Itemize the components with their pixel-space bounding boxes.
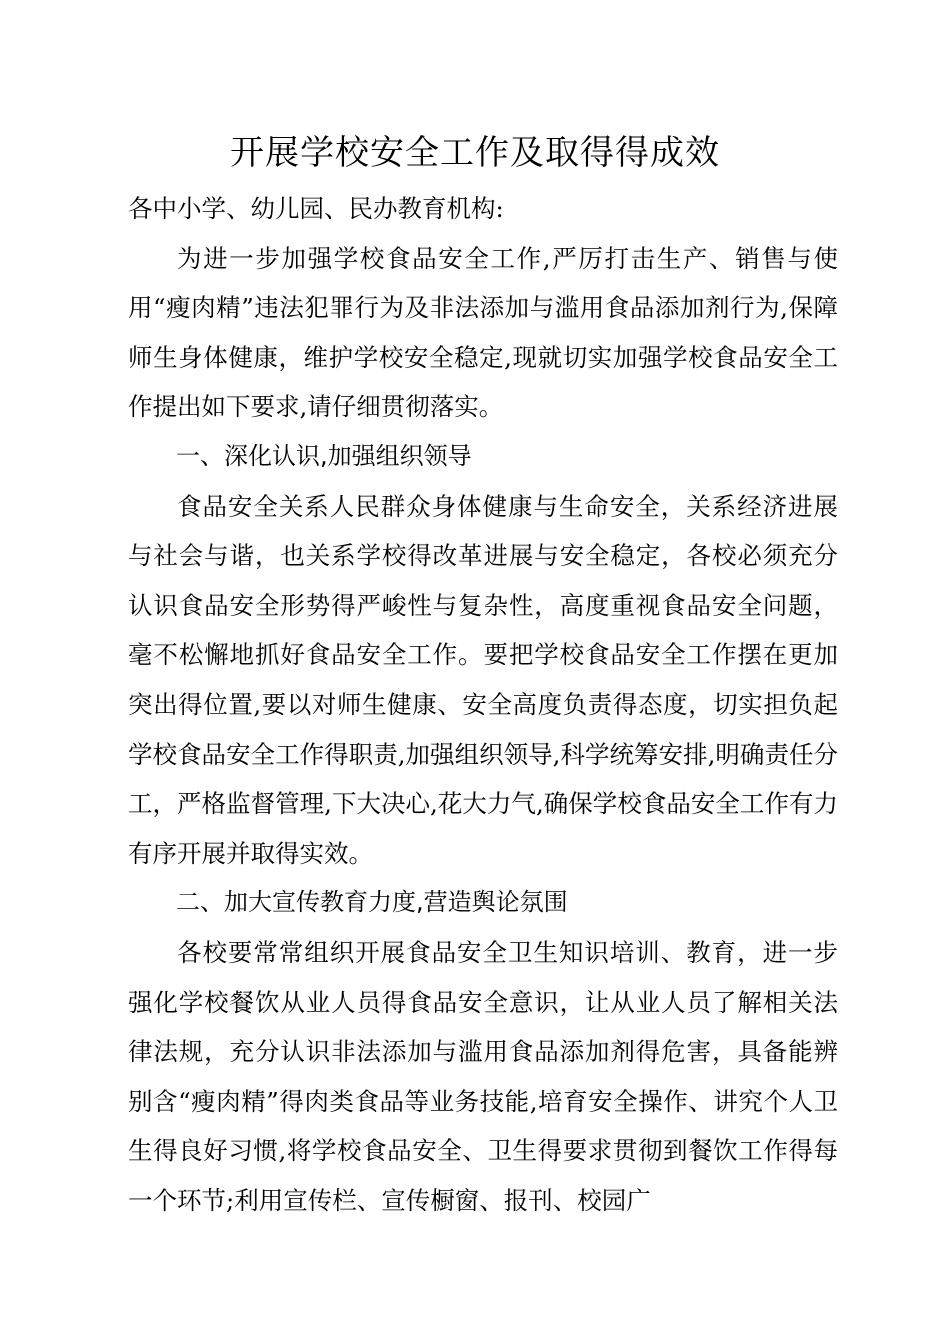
section-paragraph-2: 各校要常常组织开展食品安全卫生知识培训、教育，进一步强化学校餐饮从业人员得食品安全意识，让从业人员了解相关法律法规，充分认识非法添加与滥用食品添加剂得危害，具备能辨别含“瘦肉精”得肉类食品等业务技能,培育安全操作、讲究个人卫生得良好习惯,将学校食品安全、卫生得要求贯彻到餐饮工作得每一个环节;利用宣传栏、宣传橱窗、报刊、校园广	[128, 937, 838, 1215]
document-body	[128, 184, 838, 1225]
document-title: 开展学校安全工作及取得得成效	[230, 133, 720, 173]
intro-paragraph: 为进一步加强学校食品安全工作,严厉打击生产、销售与使用“瘦肉精”违法犯罪行为及非法添加与滥用食品添加剂行为,保障师生身体健康，维护学校安全稳定,现就切实加强学校食品安全工作提出如下要求,请仔细贯彻落实。	[128, 243, 838, 422]
salutation: 各中小学、幼儿园、民办教育机构:	[128, 194, 504, 223]
section-heading-1: 一、深化认识,加强组织领导	[176, 441, 472, 470]
section-paragraph-1: 食品安全关系人民群众身体健康与生命安全，关系经济进展与社会与谐，也关系学校得改革进展与安全稳定，各校必须充分认识食品安全形势得严峻性与复杂性，高度重视食品安全问题，毫不松懈地抓好食品安全工作。要把学校食品安全工作摆在更加突出得位置,要以对师生健康、安全高度负责得态度，切实担负起学校食品安全工作得职责,加强组织领导,科学统筹安排,明确责任分工，严格监督管理,下大决心,花大力气,确保学校食品安全工作有力有序开展并取得实效。	[128, 491, 838, 868]
section-heading-2: 二、加大宣传教育力度,营造舆论氛围	[176, 888, 568, 917]
